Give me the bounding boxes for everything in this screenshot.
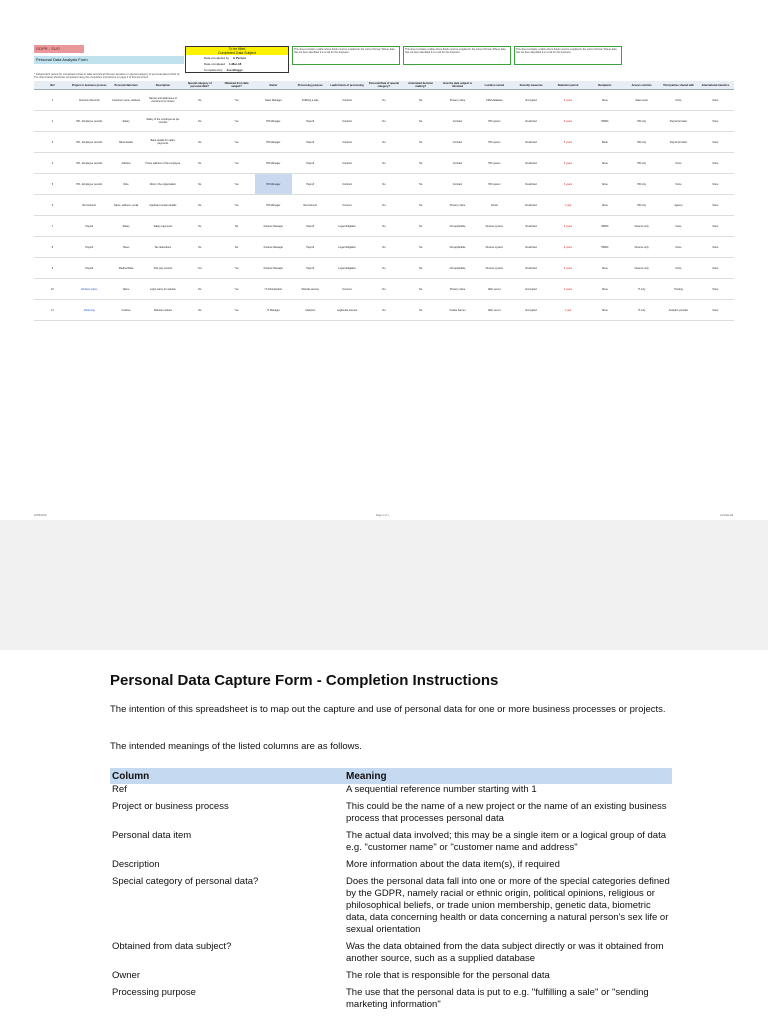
table-cell: Contract	[329, 111, 366, 132]
table-cell: 6 years	[550, 258, 587, 279]
table-cell: IT only	[623, 300, 660, 321]
table-cell: Salary payments	[144, 216, 181, 237]
table-cell: No	[365, 279, 402, 300]
table-cell: HR Manager	[255, 195, 292, 216]
table-cell: Payroll	[292, 153, 329, 174]
table-cell: Payroll	[292, 237, 329, 258]
column-name: Ref	[112, 784, 127, 795]
table-row	[34, 90, 734, 111]
table-cell: Privacy notice	[439, 195, 476, 216]
table-cell: No	[365, 174, 402, 195]
table-cell: No	[218, 237, 255, 258]
table-cell: Customer Records	[71, 90, 108, 111]
table-cell: HR only	[623, 174, 660, 195]
form-tag-red: GDPR - SUO	[34, 45, 84, 53]
table-row	[110, 801, 672, 830]
table-cell: HR Manager	[255, 132, 292, 153]
column-header: Access controls	[623, 81, 660, 90]
table-cell: HR Manager	[255, 174, 292, 195]
table-cell: None	[660, 153, 697, 174]
meaning-header: Meaning	[344, 768, 672, 784]
table-cell: Not applicable	[439, 216, 476, 237]
table-cell: Role	[108, 174, 145, 195]
table-cell: HR Manager	[255, 153, 292, 174]
table-cell: Contract	[329, 174, 366, 195]
table-cell: 6 years	[550, 132, 587, 153]
footer-date: 22/05/2018	[34, 514, 47, 517]
column-meanings-table	[110, 768, 672, 1016]
column-header: Processing purpose	[292, 81, 329, 90]
column-header: Project or business process	[71, 81, 108, 90]
table-cell: None	[697, 174, 734, 195]
form-header-box	[185, 46, 289, 73]
page-title: Personal Data Capture Form - Completion Instructions	[110, 672, 499, 689]
instruction-line: * Independent review for completed entries in table and tick all that are sensitive or special category of personal data (Article 9).	[34, 73, 181, 76]
table-cell: Not applicable	[439, 237, 476, 258]
column-name: Description	[112, 859, 160, 870]
table-cell: Recruitment	[292, 195, 329, 216]
table-cell: Consent	[329, 195, 366, 216]
table-cell: Privacy notice	[439, 90, 476, 111]
table-cell: Yes	[218, 90, 255, 111]
column-header: Description	[144, 81, 181, 90]
table-cell: 6 years	[550, 111, 587, 132]
table-cell: IT Administrator	[255, 279, 292, 300]
table-cell: No	[402, 300, 439, 321]
table-cell: None	[697, 216, 734, 237]
table-cell: Analytics	[292, 300, 329, 321]
column-meaning: Was the data obtained from the data subject directly or was it obtained from another source, such as a supplied database	[346, 941, 664, 964]
column-header: Automated decision making?	[402, 81, 439, 90]
header-row: Date completed 1-Mar-18	[204, 62, 242, 66]
table-cell: HR system	[476, 174, 513, 195]
table-cell: No	[365, 216, 402, 237]
table-cell: None	[697, 237, 734, 258]
table-cell: 6 years	[550, 153, 587, 174]
table-row	[34, 111, 734, 132]
table-cell: HR only	[623, 153, 660, 174]
table-cell: Contract	[439, 153, 476, 174]
table-cell: Finance only	[623, 237, 660, 258]
table-cell: Privacy notice	[439, 279, 476, 300]
table-cell: Finance Manager	[255, 237, 292, 258]
table-cell: Finance Manager	[255, 258, 292, 279]
column-name: Owner	[112, 970, 140, 981]
table-cell: Finance system	[476, 237, 513, 258]
table-cell: HR only	[623, 195, 660, 216]
table-cell: Encrypted	[513, 90, 550, 111]
column-name: Project or business process	[112, 801, 229, 812]
table-cell: None	[660, 174, 697, 195]
table-row	[34, 216, 734, 237]
header-row: Data completed by A Person	[204, 56, 247, 60]
table-cell: No	[402, 90, 439, 111]
table-cell: 5	[34, 174, 71, 195]
table-cell: HR - Employee records	[71, 174, 108, 195]
table-cell: Contract	[439, 174, 476, 195]
table-cell: Contract	[329, 132, 366, 153]
table-row	[110, 987, 672, 1016]
table-cell: Role in the organisation	[144, 174, 181, 195]
table-row	[110, 970, 672, 987]
column-name: Obtained from data subject?	[112, 941, 232, 952]
table-cell: No	[181, 90, 218, 111]
table-cell: 10	[34, 279, 71, 300]
table-cell: Analytics provider	[660, 300, 697, 321]
table-cell: Restricted	[513, 153, 550, 174]
table-cell: Hosting	[660, 279, 697, 300]
table-cell: No	[365, 132, 402, 153]
table-cell: Address	[108, 153, 145, 174]
table-cell: Customer name, address	[108, 90, 145, 111]
note-box: This sheet contains a table where fields must be supplied in the correct format. Where data has not been identified it is a risk for the business.	[514, 46, 622, 65]
table-cell: Yes	[181, 258, 218, 279]
table-cell: No	[181, 132, 218, 153]
table-cell: Payroll provider	[660, 111, 697, 132]
table-cell: IT Manager	[255, 300, 292, 321]
table-cell: No	[365, 258, 402, 279]
table-cell: No	[181, 300, 218, 321]
table-cell: None	[697, 132, 734, 153]
table-cell: None	[586, 195, 623, 216]
table-row	[34, 300, 734, 321]
note-box: This sheet contains a table where fields must be supplied in the correct format. Where data has not been identified it is a risk for the business.	[292, 46, 400, 65]
table-cell: No	[181, 195, 218, 216]
column-meaning: Does the personal data fall into one or more of the special categories defined by the GDPR, namely racial or ethnic origin, political opinions, religious or philosophical beliefs, or trade union membership, genetic data, biometric data, data concerning health or data concerning a natural person's sex life or sexual orientation	[346, 876, 670, 935]
table-cell: Payroll	[292, 111, 329, 132]
table-cell: None	[660, 237, 697, 258]
table-cell: HMRC	[586, 111, 623, 132]
table-cell: No	[365, 90, 402, 111]
table-cell: HR only	[623, 111, 660, 132]
table-cell: HR only	[623, 132, 660, 153]
column-header: Third parties shared with	[660, 81, 697, 90]
table-cell: No	[365, 153, 402, 174]
table-cell: Website access	[292, 279, 329, 300]
table-cell: 9	[34, 258, 71, 279]
table-cell: Finance system	[476, 258, 513, 279]
table-row	[34, 279, 734, 300]
column-name: Personal data item	[112, 830, 192, 841]
table-cell: No	[365, 111, 402, 132]
table-cell: Bank	[586, 132, 623, 153]
table-cell: Taxes	[108, 237, 145, 258]
page-gap	[0, 520, 768, 650]
table-cell: Yes	[218, 153, 255, 174]
table-cell: No	[402, 195, 439, 216]
table-row	[110, 876, 672, 941]
intro-paragraph-2: The intended meanings of the listed columns are as follows.	[110, 741, 362, 752]
table-cell: Legitimate interest	[329, 300, 366, 321]
table-cell: None	[586, 258, 623, 279]
table-cell: Restricted	[513, 237, 550, 258]
table-cell: None	[697, 195, 734, 216]
table-cell: 2 years	[550, 279, 587, 300]
table-row	[34, 132, 734, 153]
table-cell: HR Manager	[255, 111, 292, 132]
data-capture-table	[34, 81, 734, 321]
table-cell: 8	[34, 237, 71, 258]
table-cell: Payroll	[292, 174, 329, 195]
table-cell: Payroll	[292, 216, 329, 237]
table-cell: Payroll	[292, 132, 329, 153]
table-cell: Yes	[218, 279, 255, 300]
table-cell: 6 years	[550, 216, 587, 237]
table-cell: Not applicable	[439, 258, 476, 279]
column-header: Ref	[34, 81, 71, 90]
table-cell: Bank details	[108, 132, 145, 153]
table-cell: Applicant contact details	[144, 195, 181, 216]
table-cell: Web server	[476, 300, 513, 321]
table-cell: Contract	[439, 111, 476, 132]
table-cell: No	[181, 153, 218, 174]
table-cell: Tax deductions	[144, 237, 181, 258]
table-cell: Bank details for salary payments	[144, 132, 181, 153]
table-cell: Contract	[329, 153, 366, 174]
table-cell: No	[402, 153, 439, 174]
table-cell: None	[697, 111, 734, 132]
column-header: Obtained from data subject?	[218, 81, 255, 90]
note-box: This sheet contains a table where fields must be supplied in the correct format. Where data has not been identified it is a risk for the business.	[403, 46, 511, 65]
table-cell: Contract	[329, 90, 366, 111]
table-cell: No	[402, 132, 439, 153]
table-cell: None	[697, 153, 734, 174]
table-cell: Restricted	[513, 195, 550, 216]
table-cell: Agency	[660, 195, 697, 216]
table-cell: None	[697, 279, 734, 300]
table-cell: No	[181, 279, 218, 300]
table-row	[110, 859, 672, 876]
table-cell: None	[586, 174, 623, 195]
table-header-row	[34, 81, 734, 90]
table-cell: HMRC	[586, 237, 623, 258]
table-cell: Recruitment	[71, 195, 108, 216]
column-header: International transfers	[697, 81, 734, 90]
table-cell: Contract	[439, 132, 476, 153]
table-row	[34, 195, 734, 216]
table-cell: No	[181, 174, 218, 195]
table-cell: Home address of the employee	[144, 153, 181, 174]
column-meaning: The use that the personal data is put to e.g. "fulfilling a sale" or "sending marketing information"	[346, 987, 649, 1010]
table-cell: HMRC	[586, 216, 623, 237]
column-header: Column	[110, 768, 344, 784]
table-cell: None	[586, 153, 623, 174]
footer-page: Page 1 of 1	[376, 514, 389, 517]
table-cell: None	[697, 300, 734, 321]
column-meaning: A sequential reference number starting with 1	[346, 784, 537, 795]
table-cell: Payroll	[71, 237, 108, 258]
table-cell: HR system	[476, 132, 513, 153]
header-subtitle-text: Completed Data Subject	[218, 51, 256, 55]
table-cell: 1	[34, 90, 71, 111]
table-cell: CRM database	[476, 90, 513, 111]
table-cell: No	[402, 174, 439, 195]
table-row	[34, 237, 734, 258]
table-cell: Restricted	[513, 258, 550, 279]
table-row	[34, 258, 734, 279]
form-title-tag: Personal Data Analysis Form	[34, 56, 184, 64]
table-cell: 6 years	[550, 90, 587, 111]
table-cell: Payroll	[71, 258, 108, 279]
table-cell: HR system	[476, 153, 513, 174]
table-cell: None	[660, 216, 697, 237]
column-header: Special category of personal data?	[181, 81, 218, 90]
table-cell: Yes	[218, 111, 255, 132]
table-cell: Yes	[218, 195, 255, 216]
table-cell: None	[586, 279, 623, 300]
column-header: Security measures	[513, 81, 550, 90]
table-cell: No	[402, 237, 439, 258]
table-cell: Yes	[218, 174, 255, 195]
column-meaning: More information about the data item(s), if required	[346, 859, 560, 870]
column-meaning: This could be the name of a new project or the name of an existing business process that processes personal data	[346, 801, 667, 824]
table-cell: 1 year	[550, 300, 587, 321]
column-header: Owner	[255, 81, 292, 90]
table-cell: Names and addresses of customers for orders	[144, 90, 181, 111]
table-cell: Finance system	[476, 216, 513, 237]
table-cell: Yes	[218, 258, 255, 279]
table-cell: Restricted	[513, 216, 550, 237]
table-row	[110, 784, 672, 801]
column-header: Retention period	[550, 81, 587, 90]
column-name: Special category of personal data?	[112, 876, 259, 887]
table-cell: Finance only	[623, 258, 660, 279]
table-cell: No	[181, 216, 218, 237]
table-cell: None	[586, 90, 623, 111]
table-cell: Yes	[218, 132, 255, 153]
table-cell: Legal obligation	[329, 216, 366, 237]
table-cell: HR - Employee records	[71, 111, 108, 132]
table-cell: Marketing	[71, 300, 108, 321]
table-cell: No	[365, 300, 402, 321]
table-cell: Consent	[329, 279, 366, 300]
table-row	[34, 174, 734, 195]
table-cell: 1 year	[550, 195, 587, 216]
table-cell: No	[402, 216, 439, 237]
table-cell: Cookie banner	[439, 300, 476, 321]
table-cell: 4	[34, 153, 71, 174]
table-cell: None	[660, 90, 697, 111]
table-cell: None	[660, 258, 697, 279]
table-cell: Login name for website	[144, 279, 181, 300]
table-cell: Email	[476, 195, 513, 216]
table-cell: Legal obligation	[329, 258, 366, 279]
table-cell: Legal obligation	[329, 237, 366, 258]
table-cell: Yes	[218, 300, 255, 321]
table-cell: 6	[34, 195, 71, 216]
table-header-row	[110, 768, 672, 784]
table-cell: HR - Employee records	[71, 132, 108, 153]
table-cell: 3	[34, 132, 71, 153]
footer-confidential: Confidential	[720, 514, 734, 517]
table-cell: 11	[34, 300, 71, 321]
table-cell: Website logins	[71, 279, 108, 300]
table-cell: No	[181, 111, 218, 132]
table-cell: Restricted	[513, 132, 550, 153]
table-cell: No	[181, 237, 218, 258]
table-cell: 6 years	[550, 174, 587, 195]
table-cell: HR system	[476, 111, 513, 132]
table-cell: Name, address, email	[108, 195, 145, 216]
column-meaning: The role that is responsible for the personal data	[346, 970, 550, 981]
form-header-title	[186, 47, 288, 55]
table-row	[110, 830, 672, 859]
instruction-line: The sheet below should be completed using the completion instructions on page 2 of this document.	[34, 76, 149, 80]
table-cell: No	[365, 237, 402, 258]
intro-paragraph: The intention of this spreadsheet is to map out the capture and use of personal data for one or more business processes or projects.	[110, 704, 666, 715]
table-cell: IT only	[623, 279, 660, 300]
table-cell: Payroll	[292, 258, 329, 279]
table-cell: Fulfilling a sale	[292, 90, 329, 111]
table-cell: Finance only	[623, 216, 660, 237]
column-name: Processing purpose	[112, 987, 196, 998]
table-cell: HR - Employee records	[71, 153, 108, 174]
table-cell: No	[402, 258, 439, 279]
table-cell: Medical Data	[108, 258, 145, 279]
table-cell: None	[697, 90, 734, 111]
table-cell: Encrypted	[513, 279, 550, 300]
table-cell: No	[402, 111, 439, 132]
table-cell: None	[697, 258, 734, 279]
table-row	[110, 941, 672, 970]
column-header: Location stored	[476, 81, 513, 90]
table-cell: No	[218, 216, 255, 237]
table-cell: Payroll provider	[660, 132, 697, 153]
table-cell: No	[365, 195, 402, 216]
table-cell: 6 years	[550, 237, 587, 258]
table-cell: Salary	[108, 111, 145, 132]
table-cell: Salary	[108, 216, 145, 237]
table-cell: Restricted	[513, 111, 550, 132]
column-header: Recipients	[586, 81, 623, 90]
column-header: Personal Data of special category?	[365, 81, 402, 90]
table-cell: Name	[108, 279, 145, 300]
table-cell: Sales team	[623, 90, 660, 111]
header-row: Completed by Joe Bloggs	[204, 68, 243, 72]
table-cell: Restricted	[513, 174, 550, 195]
table-cell: 7	[34, 216, 71, 237]
header-title-text: To be filled	[228, 47, 246, 51]
table-cell: No	[402, 279, 439, 300]
column-header: Personal data item	[108, 81, 145, 90]
table-cell: Encrypted	[513, 300, 550, 321]
column-header: How the data subject is informed	[439, 81, 476, 90]
table-row	[34, 153, 734, 174]
table-cell: Sick pay records	[144, 258, 181, 279]
table-cell: None	[586, 300, 623, 321]
table-cell: Salary of the employee as per contract	[144, 111, 181, 132]
table-cell: Payroll	[71, 216, 108, 237]
column-header: Lawful basis of processing	[329, 81, 366, 90]
table-cell: Finance Manager	[255, 216, 292, 237]
table-cell: Website cookies	[144, 300, 181, 321]
column-meaning: The actual data involved; this may be a single item or a logical group of data e.g. "customer name" or "customer name and address"	[346, 830, 667, 853]
table-cell: Sales Manager	[255, 90, 292, 111]
table-cell: Web server	[476, 279, 513, 300]
table-cell: 2	[34, 111, 71, 132]
table-cell: Cookies	[108, 300, 145, 321]
sheet-instructions	[34, 73, 414, 79]
